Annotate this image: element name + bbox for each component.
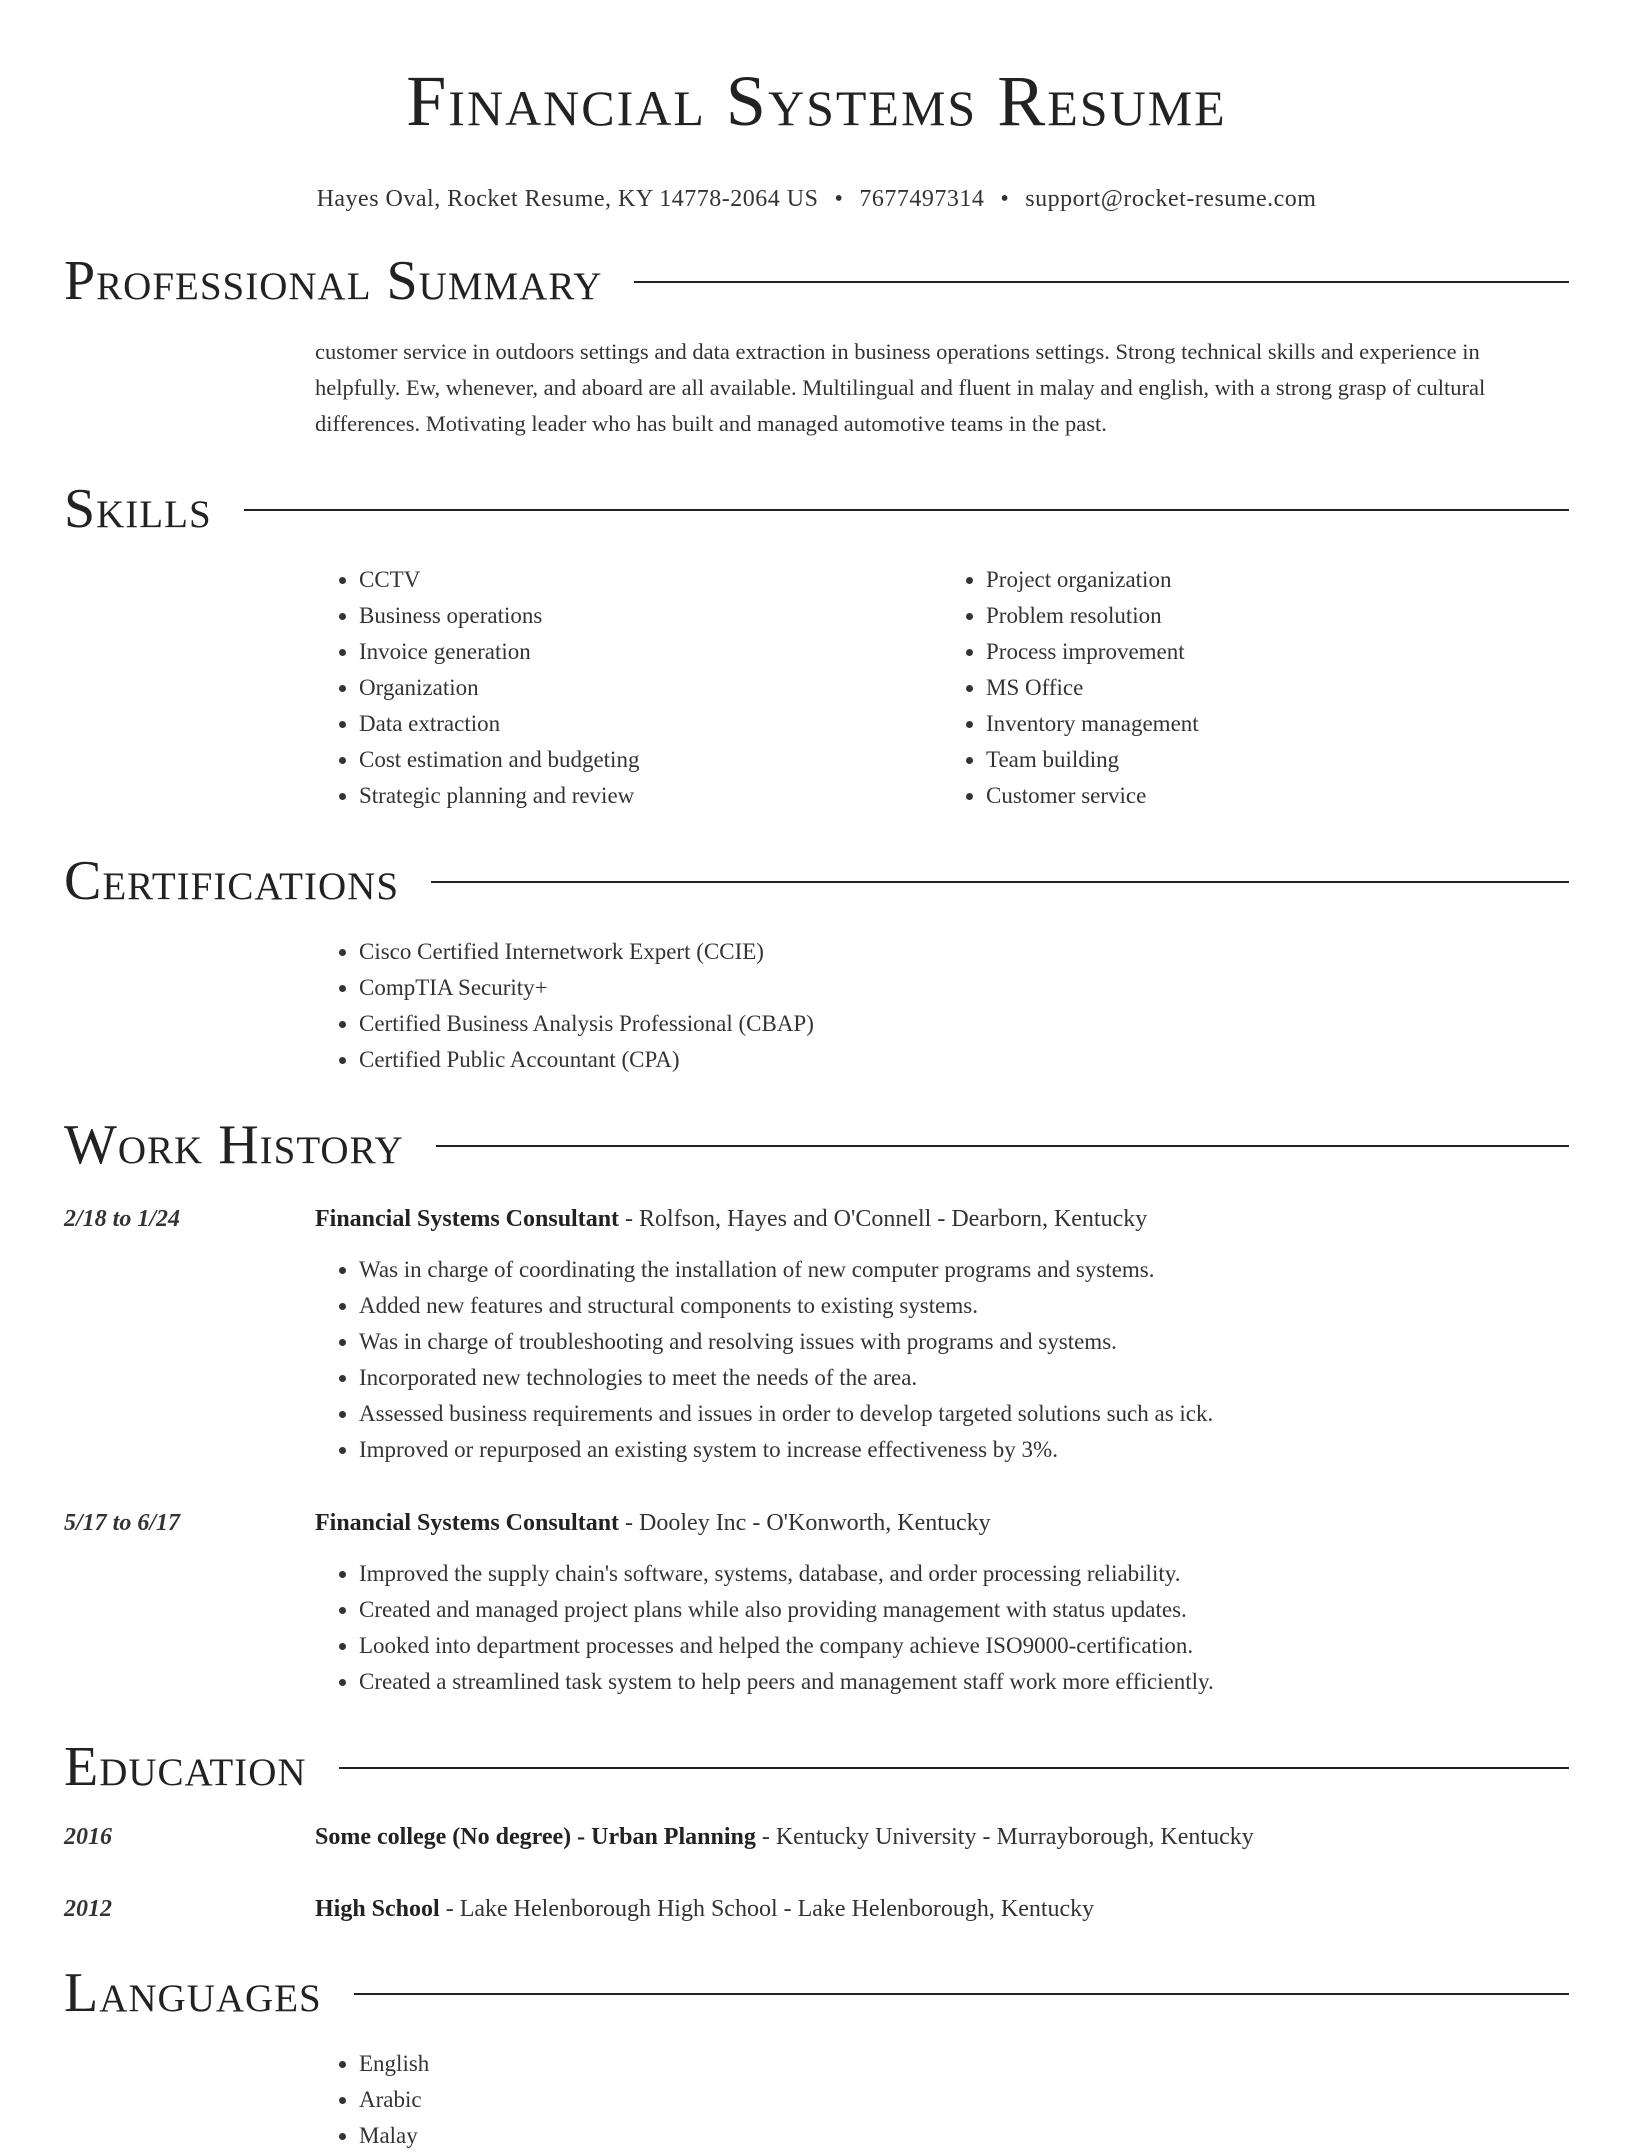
certification-item: • CompTIA Security+ [359,970,1569,1006]
job-bullet: • Assessed business requirements and issues in order to develop targeted solutions such as ick. [359,1396,1569,1432]
skill-item: • CCTV [359,562,942,598]
job-entry [64,1506,1569,1700]
education-info [315,1892,1094,1926]
job-dates: 2/18 to 1/24 [64,1206,181,1232]
certifications-list [315,934,1569,1078]
education-heading: Education [64,1736,307,1798]
job-header [64,1506,1569,1540]
skills-column-left [315,562,942,814]
job-title: Financial Systems Consultant [315,1510,620,1536]
education-year: 2016 [64,1824,112,1850]
skill-item: • MS Office [986,670,1569,706]
section-divider [339,1767,1569,1769]
skill-item: • Business operations [359,598,942,634]
job-header [64,1202,1569,1236]
summary-heading: Professional Summary [64,250,603,312]
summary-section-header [64,248,1569,314]
education-school: - Kentucky University - Murrayborough, Kentucky [755,1824,1254,1850]
job-company: - Rolfson, Hayes and O'Connell - Dearborn, Kentucky [619,1206,1148,1232]
certifications-section-header [64,848,1569,914]
job-bullet: • Was in charge of troubleshooting and resolving issues with programs and systems. [359,1324,1569,1360]
skill-item: • Problem resolution [986,598,1569,634]
skill-item: • Customer service [986,778,1569,814]
skills-heading: Skills [64,478,212,540]
skill-item: • Organization [359,670,942,706]
job-company: - Dooley Inc - O'Konworth, Kentucky [619,1510,991,1536]
education-info [315,1820,1254,1854]
education-degree: Some college (No degree) - Urban Planning [315,1824,756,1850]
certification-item: • Cisco Certified Internetwork Expert (CCIE) [359,934,1569,970]
education-entry [64,1892,1569,1926]
language-item: • Malay [359,2118,1569,2154]
contact-line [64,184,1569,214]
contact-address: Hayes Oval, Rocket Resume, KY 14778-2064 US [316,186,819,212]
skills-list [315,562,1569,814]
section-divider [436,1145,1569,1147]
section-divider [244,509,1569,511]
skill-item: • Team building [986,742,1569,778]
education-year: 2012 [64,1896,112,1922]
job-bullets [315,1556,1569,1700]
job-bullet: • Created a streamlined task system to help peers and management staff work more efficiently. [359,1664,1569,1700]
certification-item: • Certified Public Accountant (CPA) [359,1042,1569,1078]
job-bullet: • Looked into department processes and helped the company achieve ISO9000-certification. [359,1628,1569,1664]
job-entry [64,1202,1569,1468]
work-history-section-header [64,1112,1569,1178]
language-item: • English [359,2046,1569,2082]
skill-item: • Project organization [986,562,1569,598]
skill-item: • Inventory management [986,706,1569,742]
contact-phone: 7677497314 [859,186,985,212]
job-bullet: • Was in charge of coordinating the installation of new computer programs and systems. [359,1252,1569,1288]
contact-email: support@rocket-resume.com [1025,186,1317,212]
job-info [315,1202,1147,1236]
job-bullet: • Improved or repurposed an existing system to increase effectiveness by 3%. [359,1432,1569,1468]
section-divider [634,281,1569,283]
certifications-heading: Certifications [64,850,400,912]
job-bullets [315,1252,1569,1468]
job-bullet: • Created and managed project plans while also providing management with status updates. [359,1592,1569,1628]
summary-text: customer service in outdoors settings and data extraction in business operations settings. Strong technical skills and experience in helpfully. Ew, whenever, and aboard are all available. Multilingual and fluent in malay and english, with a strong grasp of cultural differences. Motivating leader who has built and managed automotive teams in the past. [315,339,1486,436]
job-bullet: • Added new features and structural components to existing systems. [359,1288,1569,1324]
skill-item: • Data extraction [359,706,942,742]
job-title: Financial Systems Consultant [315,1206,620,1232]
languages-list [315,2046,1569,2154]
skill-item: • Invoice generation [359,634,942,670]
section-divider [354,1993,1569,1995]
resume-title: Financial Systems Resume [406,61,1227,141]
contact-separator: • [1000,186,1010,212]
job-dates: 5/17 to 6/17 [64,1510,181,1536]
job-info [315,1506,991,1540]
language-item: • Arabic [359,2082,1569,2118]
job-bullet: • Improved the supply chain's software, systems, database, and order processing reliability. [359,1556,1569,1592]
skill-item: • Cost estimation and budgeting [359,742,942,778]
certification-item: • Certified Business Analysis Professional (CBAP) [359,1006,1569,1042]
education-degree: High School [315,1896,440,1922]
section-divider [431,881,1569,883]
education-section-header [64,1734,1569,1800]
skills-column-right [942,562,1569,814]
skill-item: • Process improvement [986,634,1569,670]
work-history-heading: Work History [64,1114,404,1176]
education-school: - Lake Helenborough High School - Lake Helenborough, Kentucky [439,1896,1095,1922]
education-entry [64,1820,1569,1854]
job-bullet: • Incorporated new technologies to meet the needs of the area. [359,1360,1569,1396]
contact-separator: • [834,186,844,212]
languages-heading: Languages [64,1962,322,2024]
skill-item: • Strategic planning and review [359,778,942,814]
languages-section-header [64,1960,1569,2026]
skills-section-header [64,476,1569,542]
